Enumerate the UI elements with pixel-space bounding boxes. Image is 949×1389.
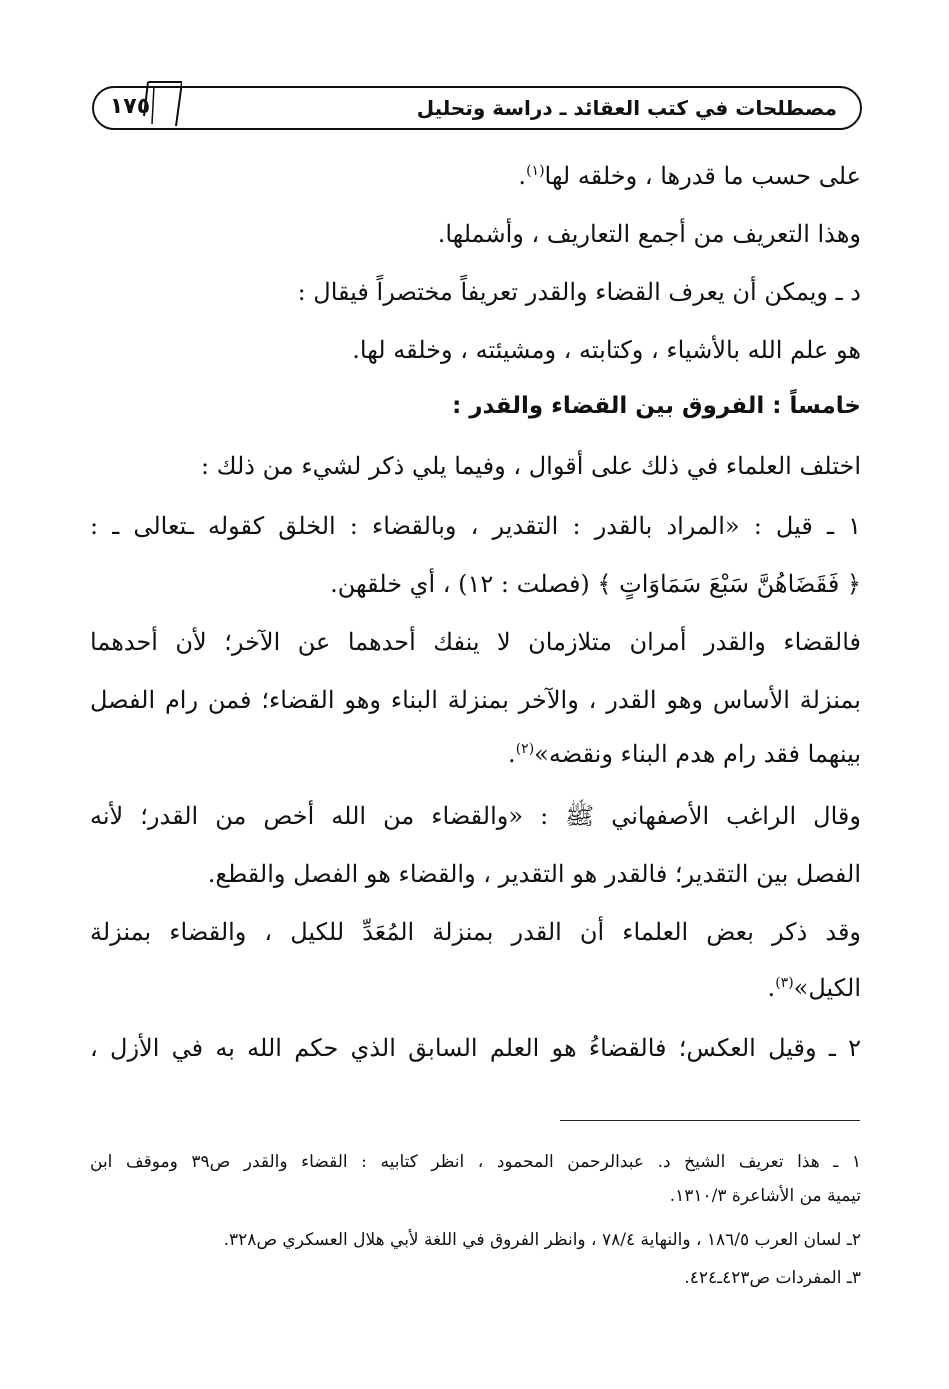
- body-line-14: وقد ذكر بعض العلماء أن القدر بمنزلة المُعَدِّ للكيل ، والقضاء بمنزلة: [90, 918, 862, 946]
- page-number: ١٧٥: [109, 94, 151, 119]
- quran-verse-line: ﴿ فَقَضَاهُنَّ سَبْعَ سَمَاوَاتٍ ﴾ (فصلت : ١٢) ، أي خلقهن.: [330, 570, 861, 598]
- footnote-3: ٣ـ المفردات ص٤٢٣ـ٤٢٤.: [684, 1268, 861, 1288]
- footnote-2: ٢ـ لسان العرب ١٨٦/٥ ، والنهاية ٧٨/٤ ، وانظر الفروق في اللغة لأبي هلال العسكري ص٣٢٨.: [223, 1230, 861, 1250]
- body-text: .: [767, 974, 776, 1002]
- body-line-11: [508, 738, 861, 770]
- body-line-9: فالقضاء والقدر أمران متلازمان لا ينفك أحدهما عن الآخر؛ لأن أحدهما: [90, 628, 861, 656]
- footnote-separator: [560, 1120, 860, 1121]
- body-text: .: [518, 162, 527, 190]
- body-line-13: الفصل بين التقدير؛ فالقدر هو التقدير ، والقضاء هو الفصل والقطع.: [207, 860, 861, 888]
- body-text: الكيل»: [793, 974, 861, 1002]
- body-line-1: [518, 160, 861, 192]
- body-line-6: اختلف العلماء في ذلك على أقوال ، وفيما يلي ذكر لشيء من ذلك :: [201, 452, 861, 480]
- body-line-3: د ـ ويمكن أن يعرف القضاء والقدر تعريفاً مختصراً فيقال :: [297, 278, 861, 306]
- body-line-12: وقال الراغب الأصفهاني ﷺ : «والقضاء من الله أخص من القدر؛ لأنه: [90, 802, 861, 830]
- section-heading: خامساً : الفروق بين القضاء والقدر :: [452, 393, 861, 419]
- body-line-10: بمنزلة الأساس وهو القدر ، والآخر بمنزلة البناء وهو القضاء؛ فمن رام الفصل: [90, 686, 861, 714]
- body-line-15: [768, 972, 861, 1004]
- body-text: على حسب ما قدرها ، وخلقه لها: [544, 162, 861, 190]
- footnote-1-continued: تيمية من الأشاعرة ١٣١٠/٣.: [669, 1186, 861, 1206]
- footnote-marker: (١): [526, 163, 545, 179]
- footnote-marker: (٢): [515, 741, 535, 757]
- running-header-title: مصطلحات في كتب العقائد ـ دراسة وتحليل: [416, 96, 837, 120]
- body-line-2: وهذا التعريف من أجمع التعاريف ، وأشملها.: [437, 220, 861, 248]
- body-line-4: هو علم الله بالأشياء ، وكتابته ، ومشيئته ، وخلقه لها.: [352, 336, 861, 364]
- footnote-marker: (٣): [775, 975, 794, 991]
- body-line-7: ١ ـ قيل : «المراد بالقدر : التقدير ، وبالقضاء : الخلق كقوله ـتعالى ـ :: [90, 512, 861, 540]
- body-text: بينهما فقد رام هدم البناء ونقضه»: [534, 740, 861, 768]
- body-line-16: ٢ ـ وقيل العكس؛ فالقضاءُ هو العلم السابق الذي حكم الله به في الأزل ،: [90, 1034, 861, 1062]
- body-text: .: [508, 740, 516, 768]
- footnote-1: ١ ـ هذا تعريف الشيخ د. عبدالرحمن المحمود ، انظر كتابيه : القضاء والقدر ص٣٩ وموقف ابن: [90, 1152, 861, 1172]
